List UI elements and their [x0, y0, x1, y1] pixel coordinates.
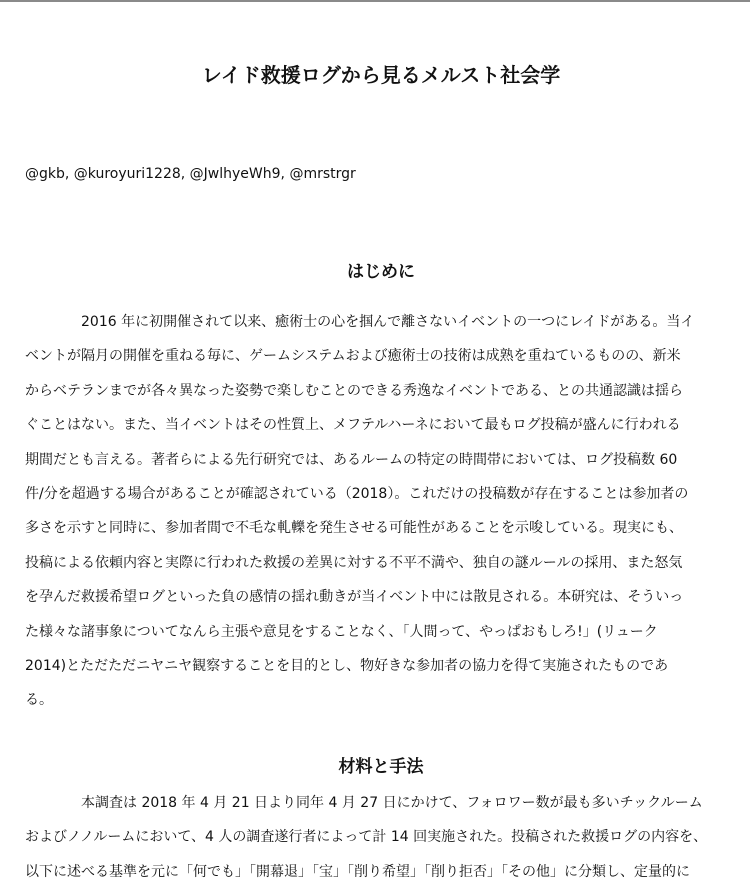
author-list: @gkb, @kuroyuri1228, @JwlhyeWh9, @mrstrgr [25, 166, 356, 182]
section-heading-introduction: はじめに [347, 262, 415, 282]
paragraph-line: 多さを示すと同時に、参加者間で不毛な軋轢を発生させる可能性があることを示唆している。現実にも、 [25, 520, 683, 537]
paragraph-line: 投稿による依頼内容と実際に行われた救援の差異に対する不平不満や、独自の謎ルールの採用、また怒気 [25, 554, 683, 571]
paragraph-line: を孕んだ救援希望ログといった負の感情の揺れ動きが当イベント中には散見される。本研究は、そういっ [25, 589, 684, 606]
paragraph-line: 件/分を超過する場合があることが確認されている（2018）。これだけの投稿数が存在することは参加者の [25, 486, 689, 503]
introduction-paragraph [25, 305, 737, 718]
paragraph-line: る。 [25, 692, 53, 709]
paragraph-line: た様々な諸事象についてなんら主張や意見をすることなく、「人間って、やっぱおもしろ!」(リューク [25, 623, 658, 640]
paragraph-line: ベントが隔月の開催を重ねる毎に、ゲームシステムおよび癒術士の技術は成熟を重ねているものの、新米 [25, 348, 681, 365]
paper-title: レイド救援ログから見るメルスト社会学 [201, 63, 561, 87]
paragraph-line: からベテランまでが各々異なった姿勢で楽しむことのできる秀逸なイベントである、との共通認識は揺ら [25, 382, 683, 399]
top-border [0, 0, 750, 2]
paragraph-line: 2014)とただただニヤニヤ観察することを目的とし、物好きな参加者の協力を得て実施されたものであ [25, 658, 669, 675]
paragraph-line: 期間だとも言える。著者らによる先行研究では、あるルームの特定の時間帯においては、ログ投稿数 60 [25, 451, 678, 468]
paragraph-line: ぐことはない。また、当イベントはその性質上、メフテルハーネにおいて最もログ投稿が盛んに行われる [25, 417, 681, 434]
methods-paragraph [25, 786, 737, 889]
paragraph-line: 本調査は 2018 年 4 月 21 日より同年 4 月 27 日にかけて、フォロワー数が最も多いチックルーム [81, 795, 703, 811]
paragraph-line: 2016 年に初開催されて以来、癒術士の心を掴んで離さないイベントの一つにレイドがある。当イ [81, 314, 695, 330]
section-heading-materials-methods: 材料と手法 [338, 757, 424, 777]
paragraph-line: 以下に述べる基準を元に「何でも」「開幕退」「宝」「削り希望」「削り拒否」「その他」に分類し、定量的に [25, 863, 690, 880]
paragraph-line: およびノノルームにおいて、4 人の調査遂行者によって計 14 回実施された。投稿された救援ログの内容を、 [25, 829, 708, 846]
